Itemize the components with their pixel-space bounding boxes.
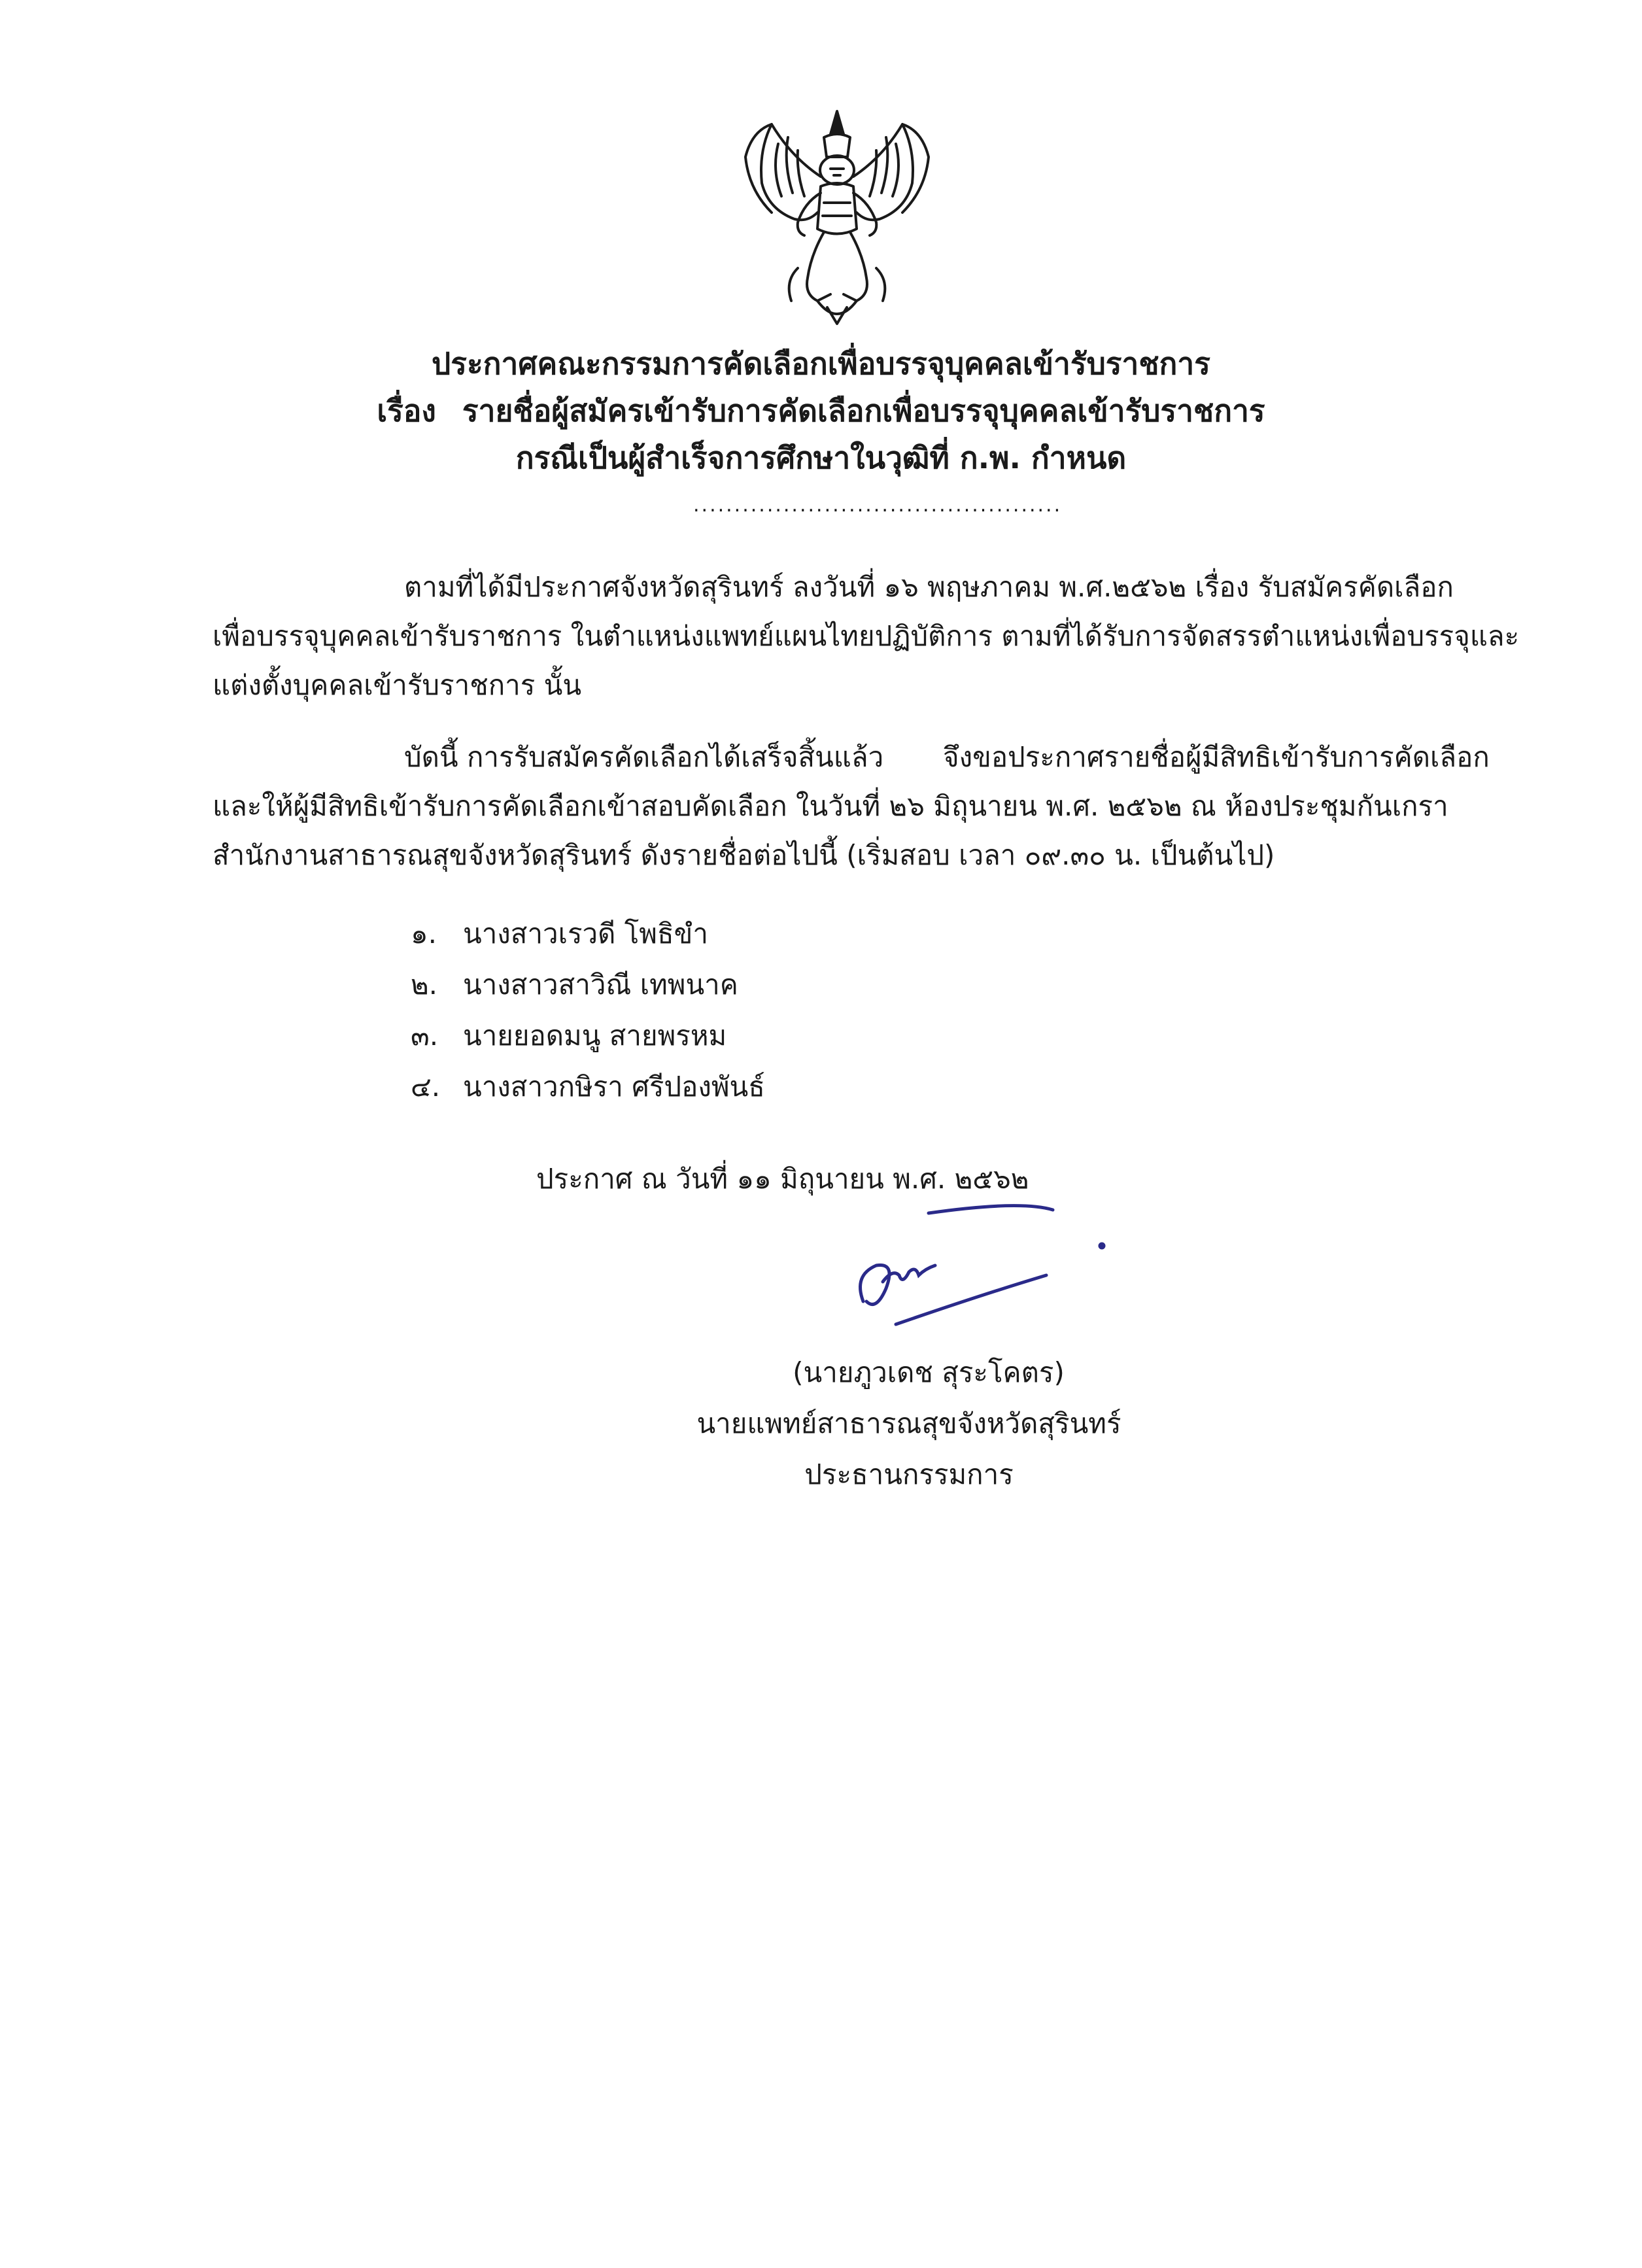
signature-icon bbox=[850, 1203, 1125, 1334]
subject-label: เรื่อง bbox=[377, 393, 436, 428]
list-item-name: นางสาวสาวิณี เทพนาค bbox=[463, 969, 738, 1001]
garuda-emblem-icon bbox=[732, 98, 942, 334]
paragraph-1-line-2: เพื่อบรรจุบุคคลเข้ารับราชการ ในตำแหน่งแพทย์แผนไทยปฏิบัติการ ตามที่ได้รับการจัดสรรตำแหน่งเพื่อบรรจุและ bbox=[213, 620, 1520, 652]
paragraph-1-line-3: แต่งตั้งบุคคลเข้ารับราชการ นั้น bbox=[213, 669, 582, 701]
paragraph-2-line-2: และให้ผู้มีสิทธิเข้ารับการคัดเลือกเข้าสอบคัดเลือก ในวันที่ ๒๖ มิถุนายน พ.ศ. ๒๕๖๒ ณ ห้องประชุมกันเกรา bbox=[213, 790, 1448, 822]
signer-position: นายแพทย์สาธารณสุขจังหวัดสุรินทร์ bbox=[696, 1407, 1121, 1439]
announcement-date: ประกาศ ณ วันที่ ๑๑ มิถุนายน พ.ศ. ๒๕๖๒ bbox=[536, 1163, 1029, 1195]
list-item-number: ๓. bbox=[411, 1020, 439, 1052]
list-item bbox=[411, 1014, 727, 1057]
list-item-number: ๒. bbox=[411, 969, 438, 1001]
list-item bbox=[411, 1065, 765, 1108]
announcement-subject bbox=[0, 387, 1642, 434]
announcement-header bbox=[0, 340, 1642, 481]
paragraph-2-line-1b: จึงขอประกาศรายชื่อผู้มีสิทธิเข้ารับการคัดเลือก bbox=[943, 741, 1490, 773]
paragraph-2-line-1a: บัดนี้ การรับสมัครคัดเลือกได้เสร็จสิ้นแล้ว bbox=[404, 741, 884, 773]
signer-block bbox=[680, 1347, 1138, 1500]
paragraph-1-line-1: ตามที่ได้มีประกาศจังหวัดสุรินทร์ ลงวันที่ ๑๖ พฤษภาคม พ.ศ.๒๕๖๒ เรื่อง รับสมัครคัดเลือก bbox=[404, 571, 1454, 603]
paragraph-2-line-3: สำนักงานสาธารณสุขจังหวัดสุรินทร์ ดังรายชื่อต่อไปนี้ (เริ่มสอบ เวลา ๐๙.๓๐ น. เป็นต้นไป) bbox=[213, 839, 1275, 871]
signer-role: ประธานกรรมการ bbox=[804, 1458, 1014, 1490]
list-item-number: ๔. bbox=[411, 1071, 441, 1103]
signer-name: (นายภูวเดช สุระโคตร) bbox=[793, 1356, 1065, 1388]
list-item-number: ๑. bbox=[411, 918, 437, 950]
title-divider: ............................................. bbox=[693, 494, 1063, 517]
announcement-subtitle: กรณีเป็นผู้สำเร็จการศึกษาในวุฒิที่ ก.พ. กำหนด bbox=[515, 440, 1127, 475]
announcement-title: ประกาศคณะกรรมการคัดเลือกเพื่อบรรจุบุคคลเข้ารับราชการ bbox=[432, 346, 1210, 381]
subject-text: รายชื่อผู้สมัครเข้ารับการคัดเลือกเพื่อบรรจุบุคคลเข้ารับราชการ bbox=[462, 393, 1265, 428]
list-item-name: นางสาวเรวดี โพธิขำ bbox=[463, 918, 708, 950]
list-item-name: นางสาวกษิรา ศรีปองพันธ์ bbox=[463, 1071, 765, 1103]
list-item bbox=[411, 963, 738, 1006]
list-item-name: นายยอดมนู สายพรหม bbox=[463, 1020, 727, 1052]
list-item bbox=[411, 912, 708, 955]
